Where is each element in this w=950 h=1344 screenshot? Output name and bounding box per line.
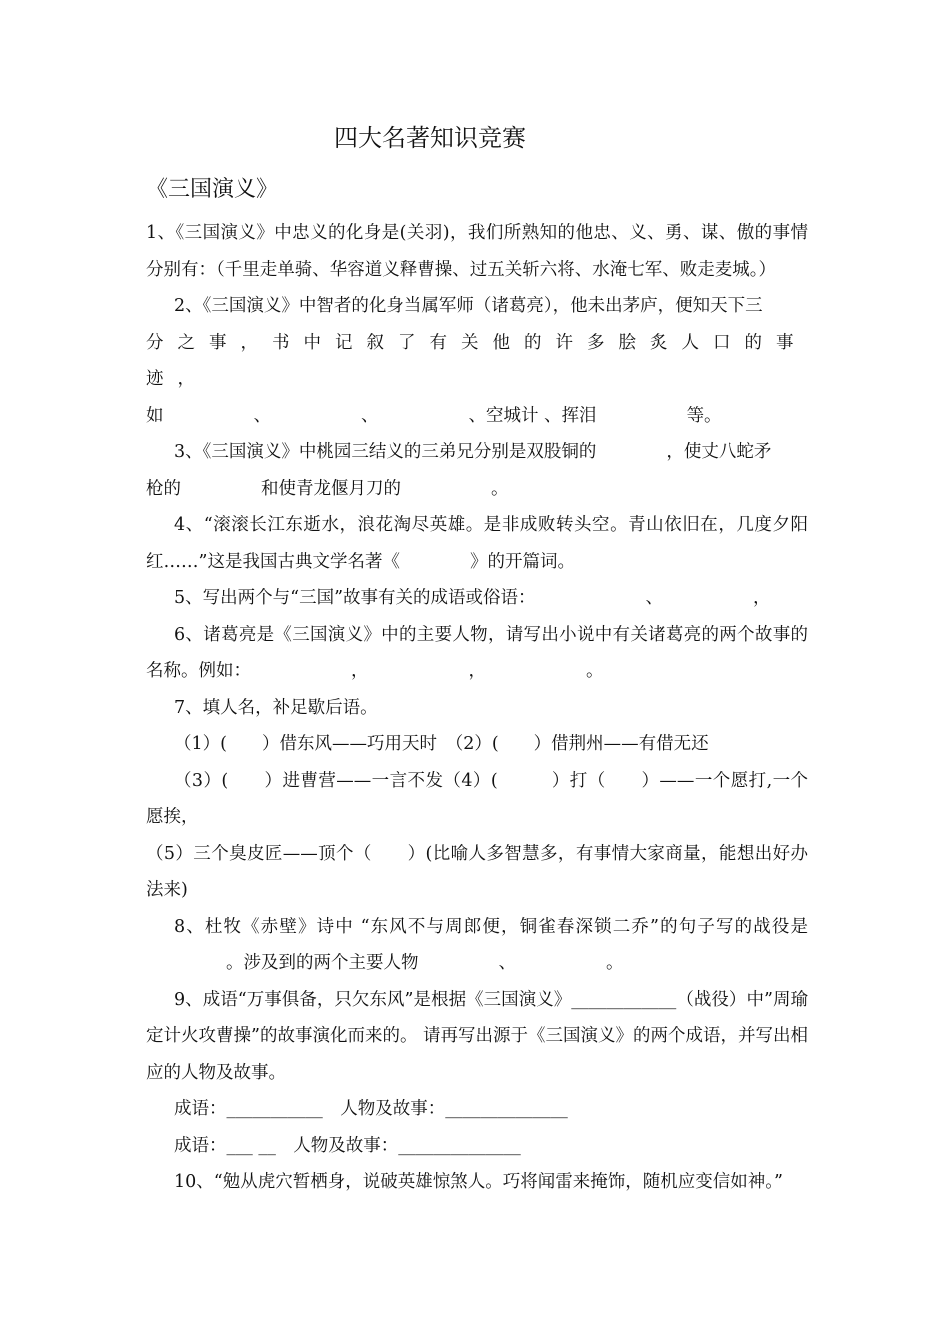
question-3 [146, 434, 808, 507]
document-body [146, 215, 808, 1201]
text-fragment: 等。 [686, 405, 722, 426]
question-9: 9、成语“万事俱备，只欠东风”是根据《三国演义》____________（战役）中”周瑜定计火攻曹操”的故事演化而来的。 请再写出源于《三国演义》的两个成语，并写出相应的人物及故事。 [146, 989, 809, 1083]
text-fragment: 5、写出两个与“三国”故事有关的成语或俗语： [174, 588, 536, 608]
page-title: 四大名著知识竞赛 [334, 124, 526, 152]
question-2-line-2: 分之事，书中记叙了有关他的许多脍炙人口的事迹， [146, 332, 808, 389]
text-fragment: 。涉及到的两个主要人物 [226, 953, 419, 973]
text-fragment: 、 [361, 405, 379, 426]
text-fragment: ，使丈八蛇矛 [666, 442, 772, 462]
text-fragment: ， [351, 661, 369, 681]
question-2-line-1: 2、《三国演义》中智者的化身当属军师（诸葛亮），他未出茅庐，便知天下三 [174, 296, 763, 316]
text-fragment: 。 [606, 953, 624, 973]
question-9-answer-1: 成语：___________ 人物及故事：______________ [174, 1099, 568, 1119]
text-fragment: 、 [645, 588, 664, 608]
text-fragment: 和使青龙偃月刀的 [261, 478, 401, 499]
text-fragment: 。 [586, 661, 604, 681]
question-2-line-3 [146, 398, 808, 435]
text-fragment: 4、“滚滚长江东逝水，浪花淘尽英雄。是非成败转头空。青山依旧在，几度夕阳红……”这是我国古典文学名著《 [146, 515, 808, 572]
question-7-line-3: （5）三个臭皮匠——顶个（ ）(比喻人多智慧多，有事情大家商量，能想出好办法来) [146, 843, 808, 900]
question-1: 1、《三国演义》中忠义的化身是(关羽)，我们所熟知的他忠、义、勇、谋、傲的事情分别有：（千里走单骑、华容道义释曹操、过五关斩六将、水淹七军、败走麦城。） [146, 223, 808, 280]
text-fragment: ， [468, 661, 486, 681]
text-fragment: 》的开篇词。 [469, 551, 575, 572]
question-4 [146, 507, 808, 580]
section-heading: 《三国演义》 [146, 177, 279, 202]
text-fragment: 8、杜牧《赤壁》诗中 “东风不与周郎便，铜雀春深锁二乔”的句子写的战役是 [174, 916, 808, 937]
text-fragment: 、空城计 、挥泪 [468, 405, 597, 426]
question-5 [146, 580, 808, 617]
text-fragment: 6、诸葛亮是《三国演义》中的主要人物，请写出小说中有关诸葛亮的两个故事的名称。例如： [146, 624, 808, 681]
text-fragment: 、 [498, 953, 516, 973]
question-7-line-1: （1）( ）借东风——巧用天时 （2）( ）借荆州——有借无还 [174, 734, 709, 754]
question-8 [146, 909, 808, 982]
text-fragment: 3、《三国演义》中桃园三结义的三弟兄分别是双股铜的 [174, 442, 597, 462]
text-fragment: 如 [146, 405, 164, 426]
question-6 [146, 617, 808, 690]
text-fragment: 。 [491, 478, 509, 499]
question-10: 10、“勉从虎穴暂栖身，说破英雄惊煞人。巧将闻雷来掩饰，随机应变信如神。” [174, 1172, 783, 1192]
text-fragment: 、 [253, 405, 271, 426]
question-7-head: 7、填人名，补足歇后语。 [174, 697, 378, 718]
question-7-line-2: （3）( ）进曹营——一言不发（4）( ）打（ ）——一个愿打,一个愿挨， [146, 770, 808, 827]
text-fragment: ， [753, 588, 771, 608]
question-9-answer-2: 成语：___ __ 人物及故事：______________ [174, 1135, 521, 1156]
text-fragment: 枪的 [146, 478, 181, 499]
